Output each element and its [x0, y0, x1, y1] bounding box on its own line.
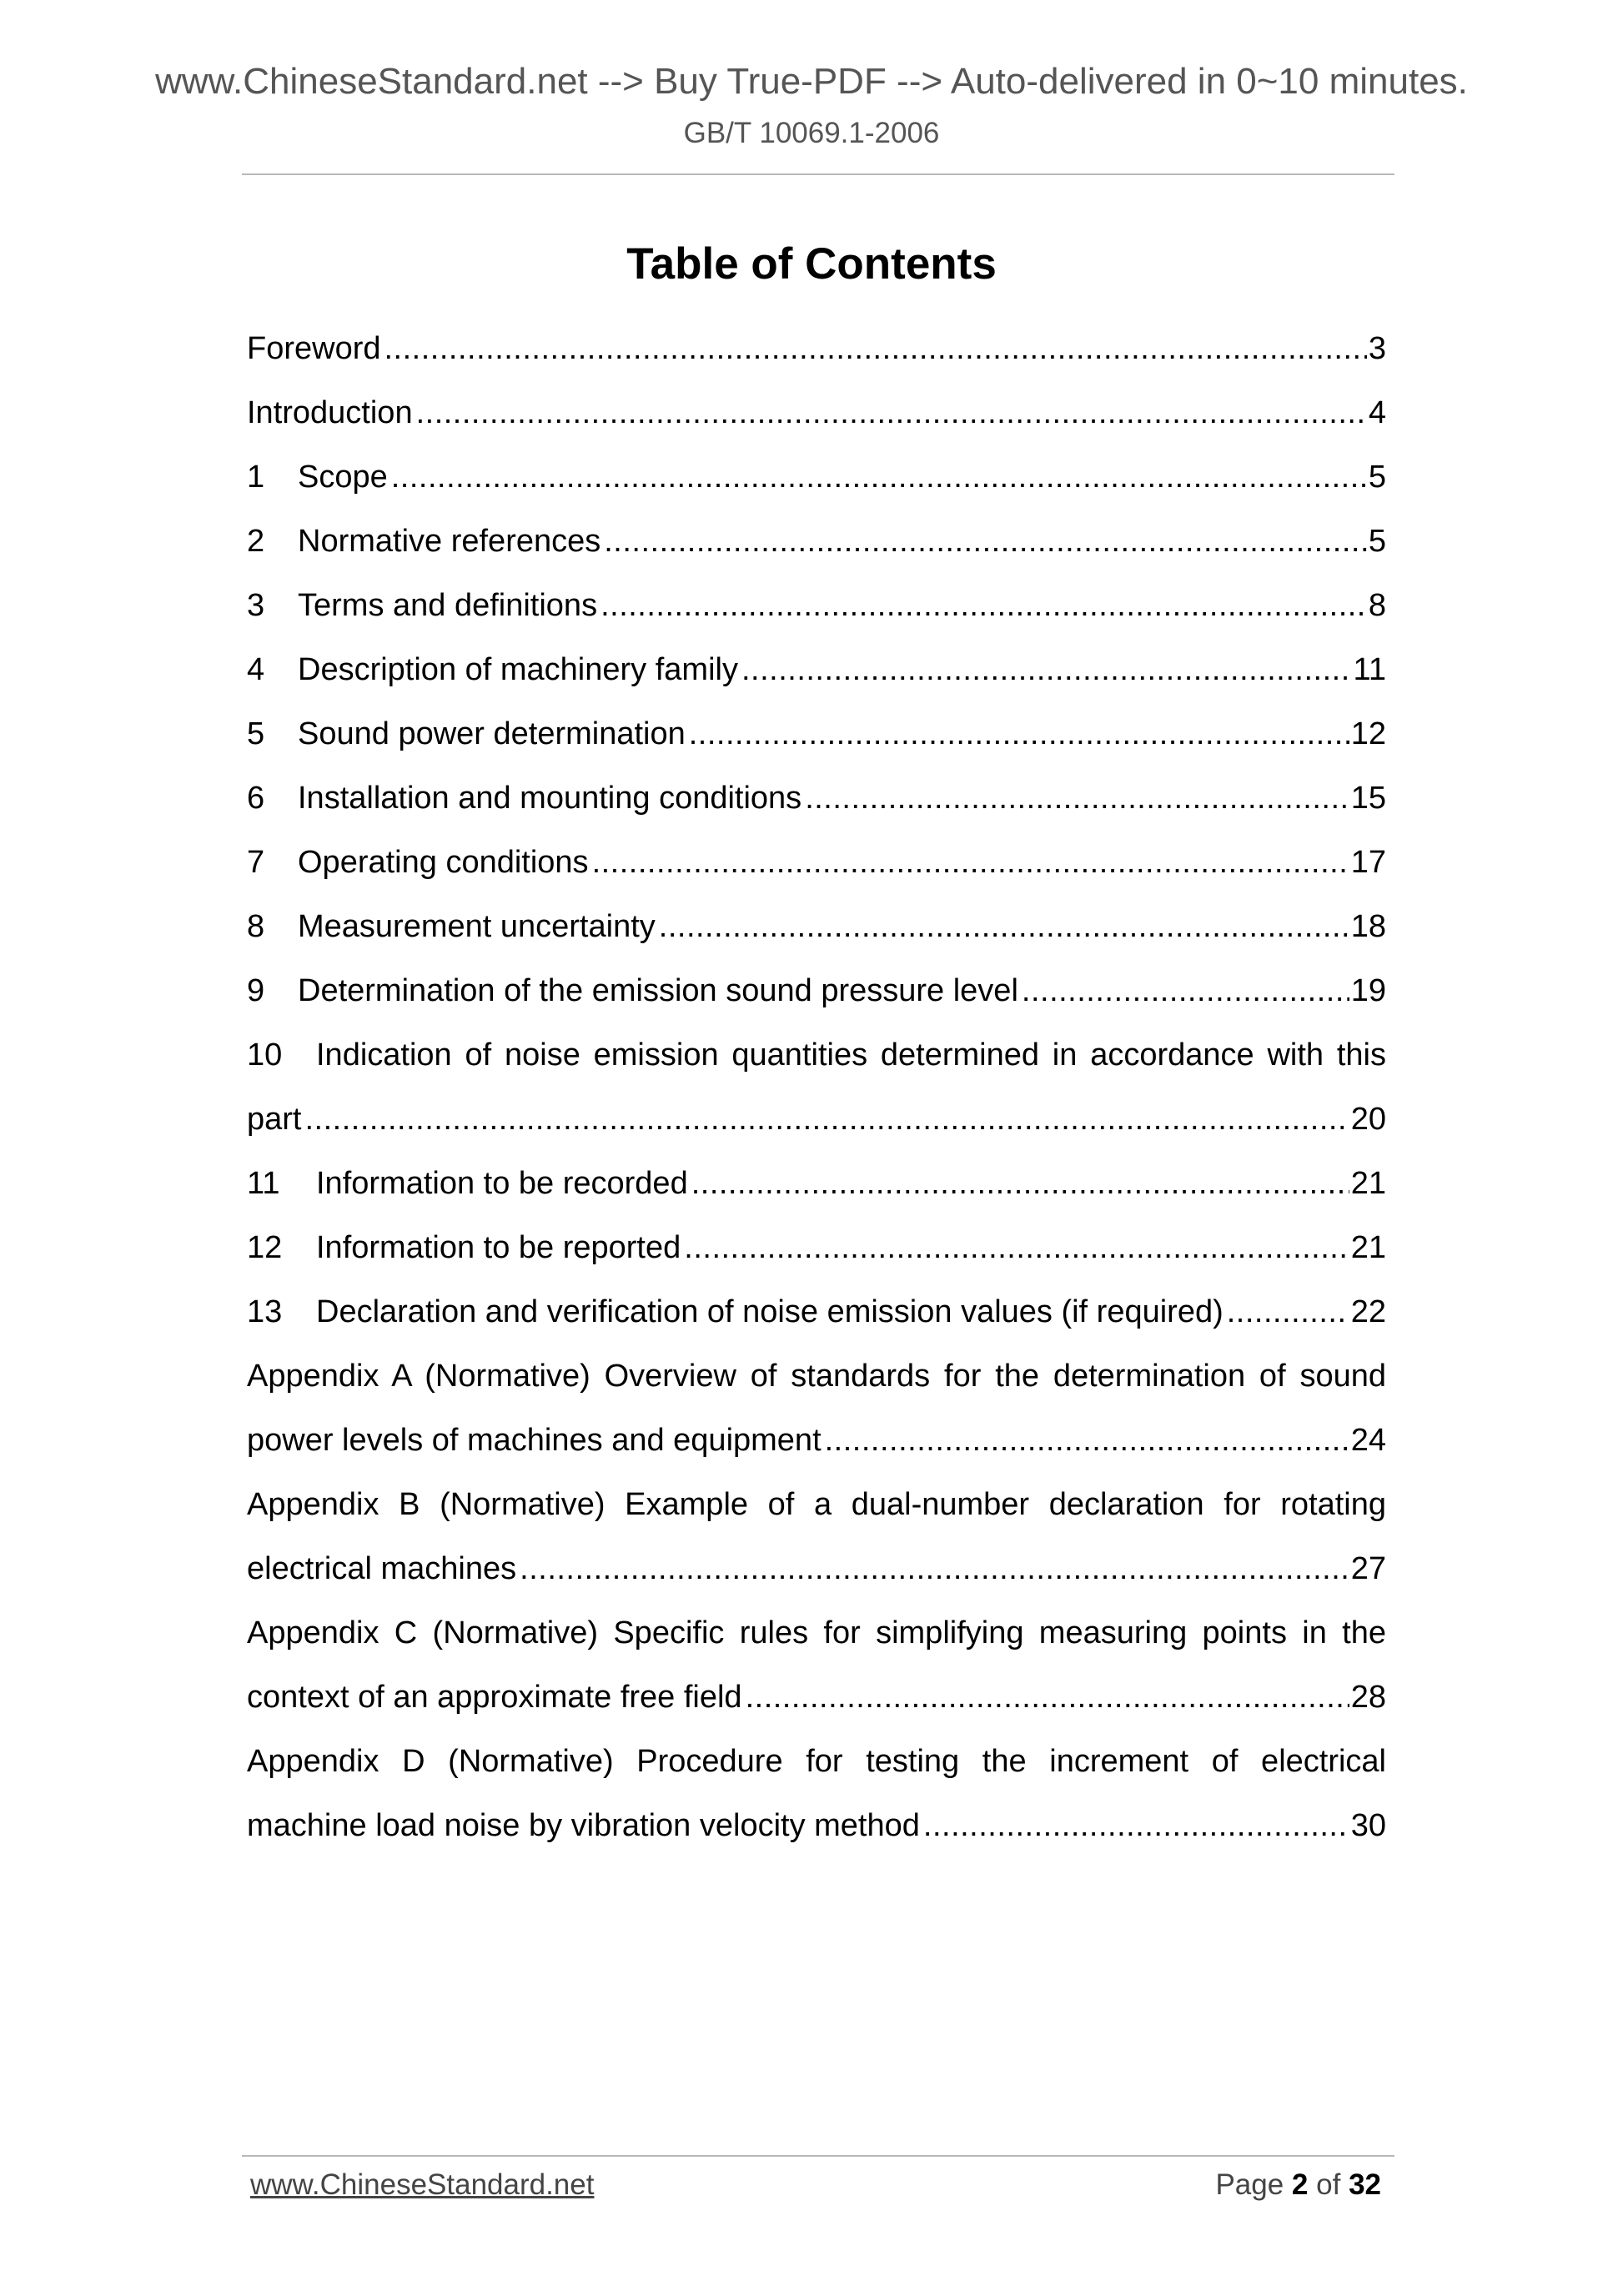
page-title: Table of Contents	[626, 239, 997, 289]
toc-item-number: 10	[247, 1037, 283, 1073]
toc-item-scope[interactable]	[247, 445, 1386, 510]
toc-item-text: Description of machinery family	[298, 652, 738, 687]
toc-item-normative-references[interactable]	[247, 510, 1386, 574]
table-of-contents	[247, 317, 1386, 1858]
toc-item-text: Measurement uncertainty	[298, 909, 656, 944]
dot-leader	[1227, 1280, 1349, 1344]
toc-item-text: Installation and mounting conditions	[298, 781, 802, 816]
dot-leader	[304, 1088, 1349, 1152]
toc-item-introduction[interactable]	[247, 381, 1386, 445]
toc-item-text: Terms and definitions	[298, 588, 598, 623]
toc-item-page: 24	[1350, 1423, 1386, 1458]
toc-item-text: Determination of the emission sound pressure level	[298, 973, 1018, 1008]
toc-item-page: 27	[1350, 1551, 1386, 1586]
toc-item-operating-conditions[interactable]	[247, 831, 1386, 895]
toc-item-terms-and-definitions[interactable]	[247, 574, 1386, 638]
toc-item-appendix-c[interactable]	[247, 1601, 1386, 1665]
toc-item-emission-sound-pressure[interactable]	[247, 959, 1386, 1023]
toc-item-text-line2: context of an approximate free field	[247, 1680, 742, 1715]
toc-item-appendix-b-continuation[interactable]	[247, 1537, 1386, 1601]
toc-item-text: Declaration and verification of noise emission values (if required)	[316, 1294, 1224, 1329]
page-of-label: of	[1316, 2168, 1341, 2201]
toc-item-text: Foreword	[247, 331, 381, 366]
header-divider	[242, 173, 1394, 175]
toc-item-number: 3	[247, 588, 265, 623]
dot-leader	[391, 445, 1367, 510]
dot-leader	[659, 895, 1349, 959]
dot-leader	[825, 1409, 1349, 1473]
dot-leader	[592, 831, 1349, 895]
toc-item-page: 4	[1368, 395, 1386, 430]
toc-item-foreword[interactable]	[247, 317, 1386, 381]
toc-item-indication-continuation[interactable]	[247, 1088, 1386, 1152]
dot-leader	[691, 1152, 1349, 1216]
total-pages: 32	[1349, 2168, 1381, 2201]
toc-item-machinery-family[interactable]	[247, 638, 1386, 702]
toc-item-page: 11	[1353, 652, 1386, 687]
toc-item-sound-power-determination[interactable]	[247, 702, 1386, 766]
dot-leader	[746, 1665, 1349, 1730]
dot-leader	[923, 1794, 1349, 1858]
dot-leader	[1022, 959, 1349, 1023]
toc-item-number: 9	[247, 973, 265, 1008]
dot-leader	[520, 1537, 1349, 1601]
footer-divider	[242, 2155, 1394, 2157]
toc-item-information-recorded[interactable]	[247, 1152, 1386, 1216]
toc-item-appendix-c-continuation[interactable]	[247, 1665, 1386, 1730]
dot-leader	[384, 317, 1367, 381]
toc-item-page: 12	[1350, 716, 1386, 751]
toc-item-page: 22	[1350, 1294, 1386, 1329]
toc-item-text-line1: Appendix B (Normative) Example of a dual-number declaration for rotating	[247, 1487, 1386, 1522]
dot-leader	[741, 638, 1352, 702]
toc-item-text-line1: Appendix A (Normative) Overview of standards for the determination of sound	[247, 1359, 1386, 1394]
toc-item-information-reported[interactable]	[247, 1216, 1386, 1280]
page-label: Page	[1215, 2168, 1284, 2201]
toc-item-number: 4	[247, 652, 265, 687]
dot-leader	[684, 1216, 1349, 1280]
toc-item-page: 30	[1350, 1808, 1386, 1843]
dot-leader	[689, 702, 1349, 766]
toc-item-installation-conditions[interactable]	[247, 766, 1386, 831]
toc-item-text-line1: Appendix D (Normative) Procedure for testing the increment of electrical	[247, 1744, 1386, 1779]
toc-item-text-line2: power levels of machines and equipment	[247, 1423, 822, 1458]
toc-item-appendix-d[interactable]	[247, 1730, 1386, 1794]
toc-item-indication-of-noise-emission[interactable]	[247, 1023, 1386, 1088]
toc-item-page: 17	[1350, 845, 1386, 880]
toc-item-page: 19	[1350, 973, 1386, 1008]
toc-item-page: 5	[1368, 460, 1386, 495]
toc-item-text: Operating conditions	[298, 845, 589, 880]
dot-leader	[604, 510, 1367, 574]
toc-item-page: 28	[1350, 1680, 1386, 1715]
toc-item-text: Normative references	[298, 524, 601, 559]
toc-item-declaration-verification[interactable]	[247, 1280, 1386, 1344]
dot-leader	[416, 381, 1367, 445]
toc-item-text: Information to be reported	[316, 1230, 681, 1265]
toc-item-number: 2	[247, 524, 265, 559]
dot-leader	[600, 574, 1367, 638]
toc-item-page: 8	[1368, 588, 1386, 623]
toc-item-text: Sound power determination	[298, 716, 686, 751]
toc-item-text-line1: Indication of noise emission quantities determined in accordance with this	[316, 1037, 1386, 1073]
toc-item-number: 8	[247, 909, 265, 944]
toc-item-page: 3	[1368, 331, 1386, 366]
toc-item-page: 18	[1350, 909, 1386, 944]
toc-item-text-line2: electrical machines	[247, 1551, 517, 1586]
toc-item-text-line1: Appendix C (Normative) Specific rules for simplifying measuring points in the	[247, 1615, 1386, 1650]
footer-website-link[interactable]: www.ChineseStandard.net	[250, 2168, 595, 2201]
header-banner[interactable]: www.ChineseStandard.net --> Buy True-PDF --> Auto-delivered in 0~10 minutes.	[155, 61, 1468, 102]
standard-code: GB/T 10069.1-2006	[683, 117, 940, 149]
toc-item-number: 1	[247, 460, 265, 495]
toc-item-page: 21	[1350, 1166, 1386, 1201]
toc-item-appendix-b[interactable]	[247, 1473, 1386, 1537]
toc-item-appendix-a-continuation[interactable]	[247, 1409, 1386, 1473]
toc-item-page: 5	[1368, 524, 1386, 559]
toc-item-number: 12	[247, 1230, 283, 1265]
toc-item-text: Introduction	[247, 395, 413, 430]
toc-item-number: 5	[247, 716, 265, 751]
toc-item-appendix-a[interactable]	[247, 1344, 1386, 1409]
toc-item-text-line2: machine load noise by vibration velocity method	[247, 1808, 920, 1843]
toc-item-number: 13	[247, 1294, 283, 1329]
toc-item-page: 15	[1350, 781, 1386, 816]
toc-item-text: Information to be recorded	[316, 1166, 688, 1201]
toc-item-number: 11	[247, 1166, 280, 1201]
toc-item-number: 6	[247, 781, 265, 816]
toc-item-text-line2: part	[247, 1102, 302, 1137]
toc-item-measurement-uncertainty[interactable]	[247, 895, 1386, 959]
current-page: 2	[1291, 2168, 1309, 2201]
toc-item-appendix-d-continuation[interactable]	[247, 1794, 1386, 1858]
dot-leader	[805, 766, 1349, 831]
toc-item-text: Scope	[298, 460, 388, 495]
toc-item-number: 7	[247, 845, 265, 880]
page-number	[1215, 2170, 1381, 2199]
toc-item-page: 21	[1350, 1230, 1386, 1265]
toc-item-page: 20	[1350, 1102, 1386, 1137]
